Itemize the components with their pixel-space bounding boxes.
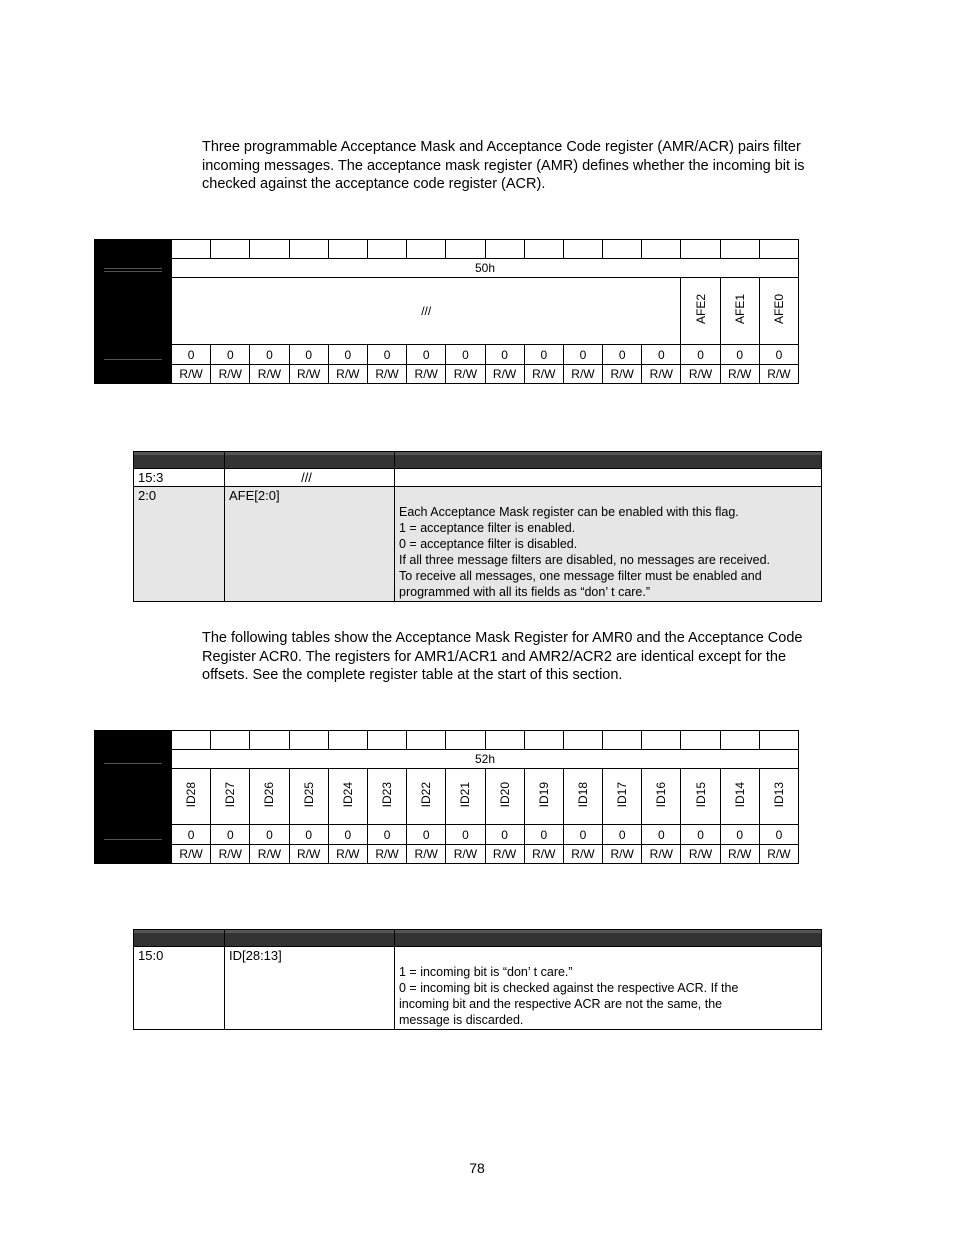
header-cell [95,365,172,384]
field-name: AFE[2:0] [225,487,395,602]
reserved-field: /// [172,278,681,345]
field-description [395,947,822,1030]
table-row [134,947,822,1030]
access-value: R/W [407,365,446,384]
intro-line: Three programmable Acceptance Mask and Acceptance Code register (AMR/ACR) pairs filter [202,139,801,155]
bit-name-cell [250,769,289,825]
header-cell [395,930,822,947]
access-value: R/W [211,365,250,384]
page-number: 78 [469,1160,485,1176]
bit-name: ID14 [732,782,747,808]
bit-name-cell [289,769,328,825]
reset-value: 0 [485,345,524,365]
description-line: message is discarded. [399,1013,524,1027]
reset-value: 0 [524,345,563,365]
reset-value: 0 [211,825,250,845]
table-row [134,469,822,487]
access-value: R/W [524,365,563,384]
access-value: R/W [642,845,681,864]
description-line: 1 = acceptance filter is enabled. [399,521,576,535]
reset-value: 0 [563,825,602,845]
reset-value: 0 [328,825,367,845]
reset-value: 0 [367,825,406,845]
access-value: R/W [172,845,211,864]
access-value: R/W [485,845,524,864]
bit-name-row [95,769,799,825]
access-value: R/W [563,365,602,384]
access-value: R/W [524,845,563,864]
bit-name: ID20 [497,782,512,808]
bit-name: ID27 [223,782,238,808]
header-cell [95,278,172,345]
bit-name-cell [172,769,211,825]
reset-value: 0 [642,825,681,845]
reset-row [95,825,799,845]
address-row [95,750,799,769]
bit-name-cell [407,769,446,825]
reset-value: 0 [720,825,759,845]
access-value: R/W [681,365,720,384]
access-value: R/W [407,845,446,864]
access-value: R/W [289,845,328,864]
access-value: R/W [328,365,367,384]
paragraph-line: offsets. See the complete register table at the start of this section. [202,667,623,683]
bit-name-cell [446,769,485,825]
bit-name-cell [681,278,720,345]
bit-name: ID21 [458,782,473,808]
bit-name: AFE0 [771,294,786,325]
reset-value: 0 [250,825,289,845]
bit-name-cell [328,769,367,825]
reset-value: 0 [289,825,328,845]
bit-name: AFE1 [732,294,747,325]
access-value: R/W [563,845,602,864]
field-name: ID[28:13] [225,947,395,1030]
bit-range: 15:0 [134,947,225,1030]
access-value: R/W [367,845,406,864]
bit-name: ID19 [536,782,551,808]
paragraph-line: The following tables show the Acceptance Mask Register for AMR0 and the Acceptance Code [202,630,803,646]
description-line: incoming bit and the respective ACR are not the same, the [399,997,723,1011]
access-value: R/W [367,365,406,384]
header-cell [395,452,822,469]
header-cell [134,452,225,469]
access-row [95,845,799,864]
description-line: Each Acceptance Mask register can be enabled with this flag. [399,505,739,519]
reset-value: 0 [720,345,759,365]
access-value: R/W [603,365,642,384]
bit-range: 15:3 [134,469,225,487]
bit-name: ID13 [771,782,786,808]
access-value: R/W [603,845,642,864]
bit-name: ID25 [301,782,316,808]
access-value: R/W [328,845,367,864]
reset-value: 0 [759,345,798,365]
bit-name: ID22 [419,782,434,808]
access-value: R/W [211,845,250,864]
description-line: If all three message filters are disabled, no messages are received. [399,553,771,567]
access-row [95,365,799,384]
header-cell [95,345,172,365]
reset-value: 0 [407,345,446,365]
reset-value: 0 [563,345,602,365]
description-line: programmed with all its fields as “don’ t care.” [399,585,651,599]
intro-line: checked against the acceptance code register (ACR). [202,176,546,192]
bit-name: ID15 [693,782,708,808]
access-value: R/W [720,845,759,864]
bit-name: ID28 [184,782,199,808]
access-value: R/W [759,845,798,864]
header-cell [95,750,172,769]
bit-name-cell [211,769,250,825]
bit-name: ID18 [575,782,590,808]
reset-value: 0 [172,345,211,365]
bit-name: ID17 [615,782,630,808]
bit-name-cell [603,769,642,825]
reset-value: 0 [603,825,642,845]
access-value: R/W [172,365,211,384]
access-value: R/W [250,365,289,384]
bit-description-table-afe [133,451,822,602]
table-header-row [134,930,822,947]
intro-paragraph [202,138,862,194]
table-header-row [134,452,822,469]
header-cell [95,769,172,825]
access-value: R/W [759,365,798,384]
field-name: /// [225,469,395,487]
reset-value: 0 [681,825,720,845]
reset-value: 0 [485,825,524,845]
access-value: R/W [485,365,524,384]
header-cell [95,731,172,750]
access-value: R/W [681,845,720,864]
bit-name-cell [524,769,563,825]
bit-name: ID26 [262,782,277,808]
bit-name-cell [720,769,759,825]
bit-description-table-id [133,929,822,1030]
bit-name-cell [759,278,798,345]
bit-name-cell [367,769,406,825]
bit-name-cell [759,769,798,825]
header-cell [225,452,395,469]
intro-line: incoming messages. The acceptance mask register (AMR) defines whether the incoming bit is [202,157,805,174]
field-description [395,487,822,602]
reset-value: 0 [603,345,642,365]
register-address: 50h [172,259,799,278]
reset-value: 0 [681,345,720,365]
access-value: R/W [446,365,485,384]
bit-number-row [95,240,799,259]
bit-name-row [95,278,799,345]
access-value: R/W [720,365,759,384]
access-value: R/W [289,365,328,384]
reset-value: 0 [328,345,367,365]
bit-name-cell [563,769,602,825]
bit-name-cell [681,769,720,825]
reset-value: 0 [446,345,485,365]
bit-name: ID23 [380,782,395,808]
reset-value: 0 [250,345,289,365]
reset-value: 0 [524,825,563,845]
reset-value: 0 [211,345,250,365]
bit-number-row [95,731,799,750]
header-cell [95,825,172,845]
second-paragraph [202,629,862,685]
register-address: 52h [172,750,799,769]
bit-range: 2:0 [134,487,225,602]
bit-name: ID24 [340,782,355,808]
reset-value: 0 [446,825,485,845]
description-line: 0 = incoming bit is checked against the respective ACR. If the [399,981,739,995]
header-cell [95,845,172,864]
register-table-afe [94,239,799,384]
paragraph-line: Register ACR0. The registers for AMR1/ACR1 and AMR2/ACR2 are identical except for the [202,648,787,665]
access-value: R/W [642,365,681,384]
reset-row [95,345,799,365]
bit-name: ID16 [654,782,669,808]
reset-value: 0 [172,825,211,845]
access-value: R/W [250,845,289,864]
field-description [395,469,822,487]
bit-name-cell [720,278,759,345]
register-table-amr0 [94,730,799,864]
reset-value: 0 [367,345,406,365]
description-line: 1 = incoming bit is “don’ t care.” [399,965,573,979]
reset-value: 0 [759,825,798,845]
header-cell [134,930,225,947]
bit-name: AFE2 [693,294,708,325]
description-line: 0 = acceptance filter is disabled. [399,537,578,551]
table-row [134,487,822,602]
reset-value: 0 [289,345,328,365]
header-cell [95,240,172,259]
header-cell [95,259,172,278]
header-cell [225,930,395,947]
bit-name-cell [642,769,681,825]
description-line: To receive all messages, one message filter must be enabled and [399,569,762,583]
address-row [95,259,799,278]
bit-name-cell [485,769,524,825]
reset-value: 0 [642,345,681,365]
access-value: R/W [446,845,485,864]
reset-value: 0 [407,825,446,845]
